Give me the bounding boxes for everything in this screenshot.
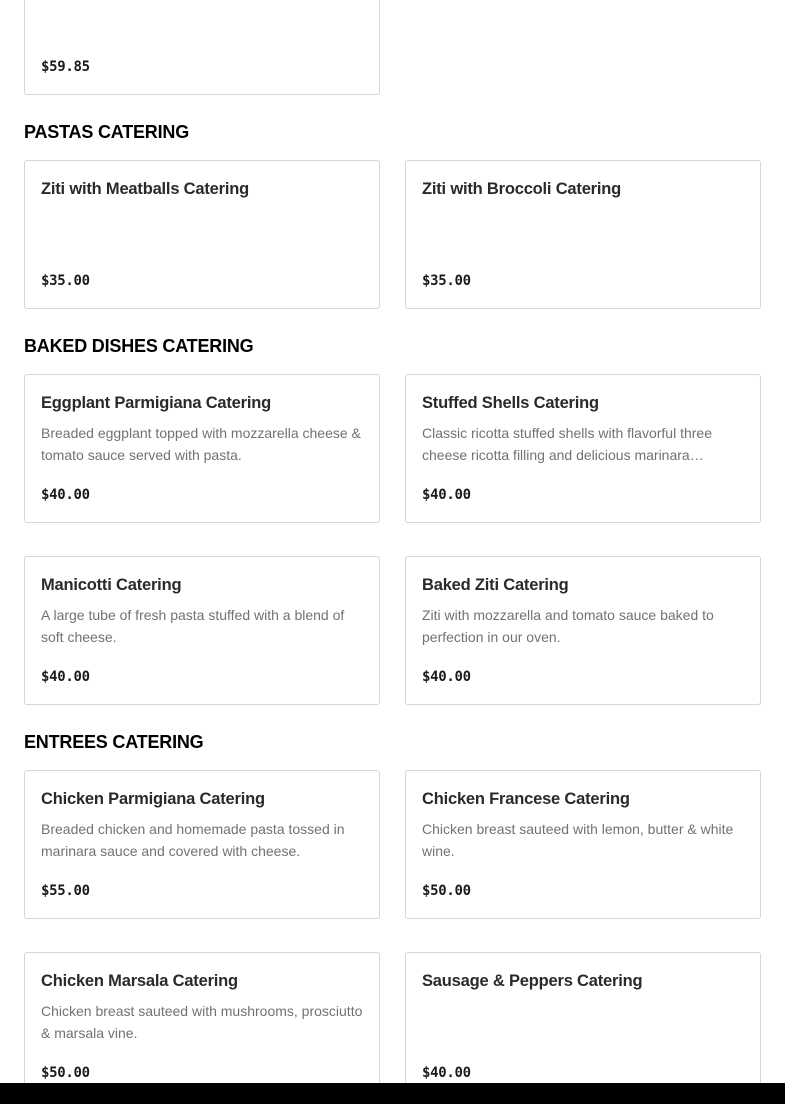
menu-item-card[interactable] xyxy=(405,952,761,1101)
menu-item-card[interactable] xyxy=(24,0,380,95)
section-title-baked-dishes: BAKED DISHES CATERING xyxy=(24,336,254,356)
menu-item-description: Breaded eggplant topped with mozzarella cheese & tomato sauce served with pasta. xyxy=(41,425,361,463)
menu-item-name: Sausage & Peppers Catering xyxy=(422,972,643,990)
menu-item-card[interactable] xyxy=(405,556,761,705)
menu-item-price: $40.00 xyxy=(41,669,90,685)
menu-item-description: Chicken breast sauteed with mushrooms, prosciutto & marsala vine. xyxy=(41,1003,363,1041)
menu-item-card[interactable] xyxy=(24,952,380,1101)
menu-item-price: $40.00 xyxy=(422,1065,471,1081)
menu-item-card[interactable] xyxy=(405,160,761,309)
menu-item-price: $50.00 xyxy=(41,1065,90,1081)
menu-item-price: $55.00 xyxy=(41,883,90,899)
menu-item-name: Baked Ziti Catering xyxy=(422,576,569,594)
bottom-bar xyxy=(0,1083,785,1104)
menu-item-name: Eggplant Parmigiana Catering xyxy=(41,394,272,412)
menu-item-name: Ziti with Broccoli Catering xyxy=(422,180,622,198)
menu-item-description: Chicken breast sauteed with lemon, butter & white wine. xyxy=(422,821,734,859)
menu-item-description: A large tube of fresh pasta stuffed with a blend of soft cheese. xyxy=(41,607,345,645)
menu-item-name: Manicotti Catering xyxy=(41,576,182,594)
menu-item-price: $40.00 xyxy=(41,487,90,503)
menu-item-price: $59.85 xyxy=(41,59,90,75)
menu-item-card[interactable] xyxy=(24,160,380,309)
menu-item-price: $35.00 xyxy=(422,273,471,289)
menu-item-name: Stuffed Shells Catering xyxy=(422,394,599,412)
menu-item-description: Ziti with mozzarella and tomato sauce baked to perfection in our oven. xyxy=(422,607,714,645)
menu-item-card[interactable] xyxy=(405,770,761,919)
menu-item-price: $40.00 xyxy=(422,487,471,503)
menu-item-card[interactable] xyxy=(24,374,380,523)
menu-item-name: Chicken Parmigiana Catering xyxy=(41,790,265,808)
menu-item-card[interactable] xyxy=(24,556,380,705)
menu-item-card[interactable] xyxy=(405,374,761,523)
menu-item-price: $40.00 xyxy=(422,669,471,685)
menu-item-description: Classic ricotta stuffed shells with flavorful three cheese ricotta filling and delicious marinara… xyxy=(422,425,712,463)
menu-item-name: Chicken Francese Catering xyxy=(422,790,630,808)
menu-item-card[interactable] xyxy=(24,770,380,919)
menu-item-price: $50.00 xyxy=(422,883,471,899)
menu-item-description: Breaded chicken and homemade pasta tossed in marinara sauce and covered with cheese. xyxy=(41,821,345,859)
section-title-pastas: PASTAS CATERING xyxy=(24,122,190,142)
menu-item-name: Ziti with Meatballs Catering xyxy=(41,180,250,198)
section-title-entrees: ENTREES CATERING xyxy=(24,732,204,752)
menu-item-name: Chicken Marsala Catering xyxy=(41,972,238,990)
menu-item-price: $35.00 xyxy=(41,273,90,289)
